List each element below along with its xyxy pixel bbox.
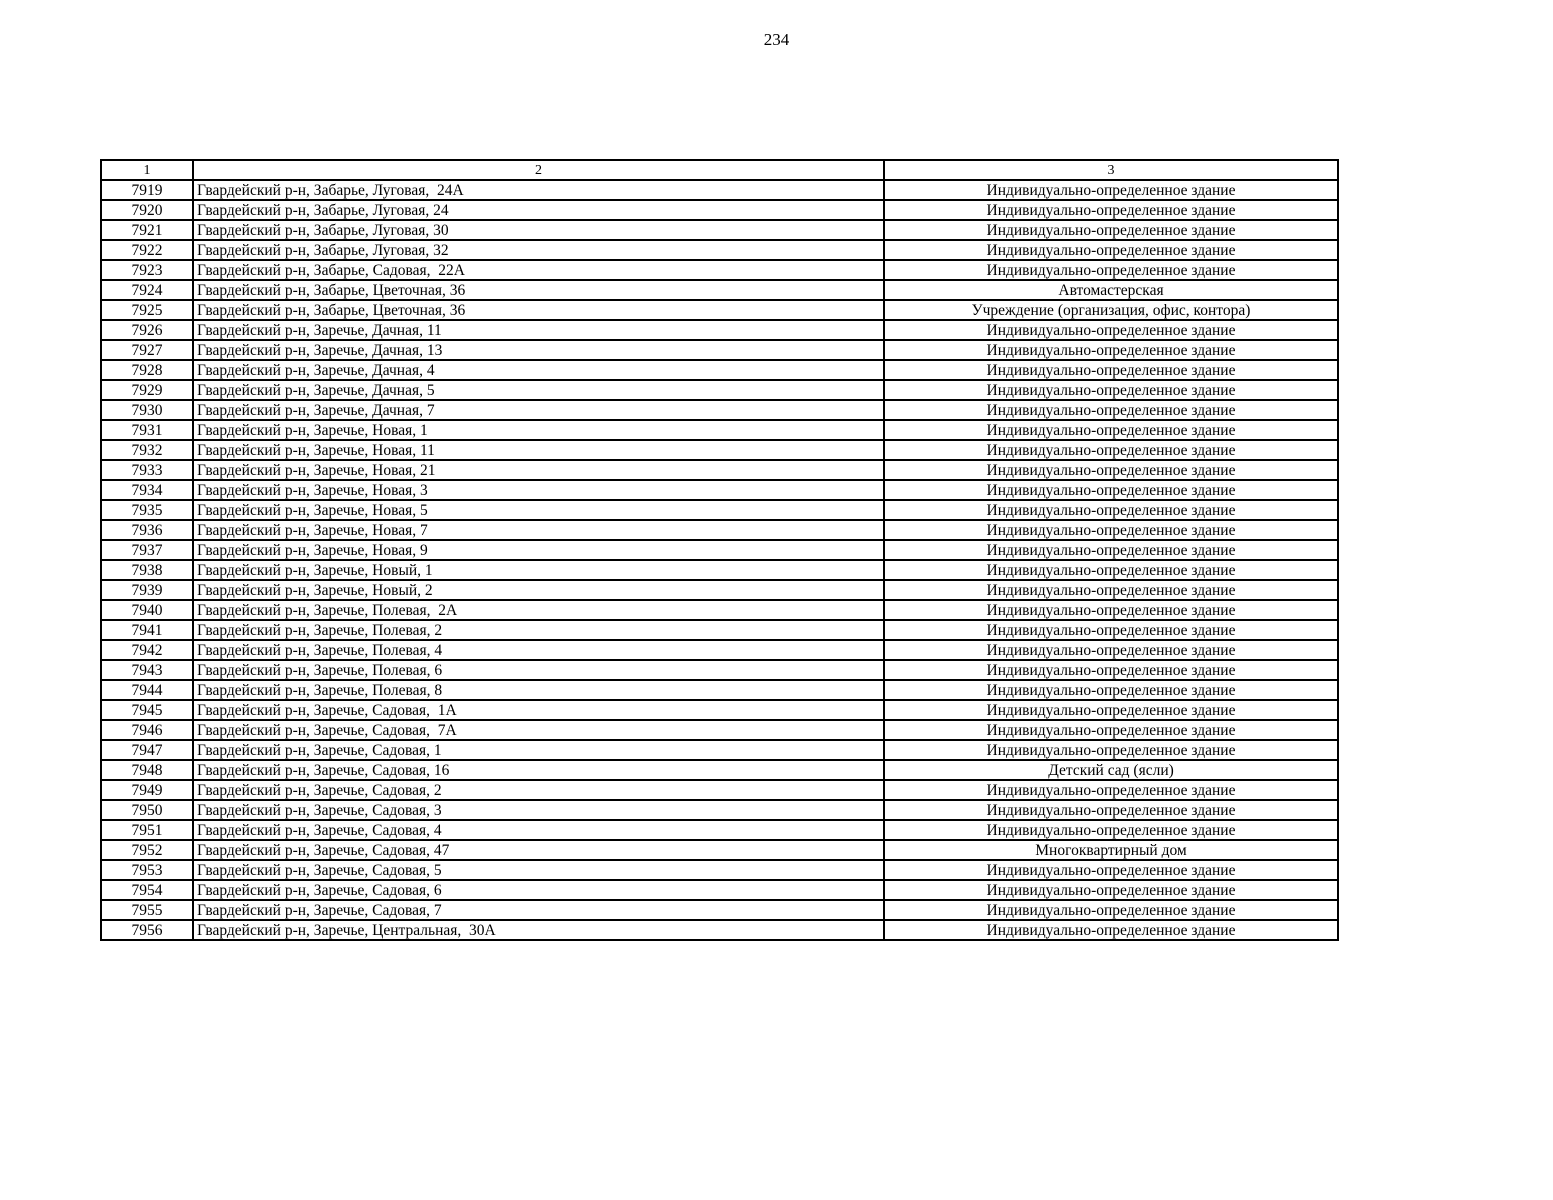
address-cell: Гвардейский р-н, Забарье, Луговая, 32: [193, 240, 884, 260]
address-cell: Гвардейский р-н, Забарье, Луговая, 30: [193, 220, 884, 240]
table-row: [101, 820, 1338, 840]
address-cell: Гвардейский р-н, Заречье, Новая, 21: [193, 460, 884, 480]
address-cell: Гвардейский р-н, Заречье, Новый, 2: [193, 580, 884, 600]
address-cell: Гвардейский р-н, Заречье, Дачная, 11: [193, 320, 884, 340]
table-row: [101, 220, 1338, 240]
table-row: [101, 920, 1338, 940]
address-cell: Гвардейский р-н, Забарье, Цветочная, 36: [193, 300, 884, 320]
object-type-cell: Индивидуально-определенное здание: [884, 620, 1338, 640]
object-type-cell: Индивидуально-определенное здание: [884, 920, 1338, 940]
table-row: [101, 420, 1338, 440]
table-row: [101, 860, 1338, 880]
table-row: [101, 300, 1338, 320]
address-cell: Гвардейский р-н, Заречье, Садовая, 7: [193, 900, 884, 920]
object-type-cell: Индивидуально-определенное здание: [884, 360, 1338, 380]
table-row: [101, 320, 1338, 340]
address-cell: Гвардейский р-н, Забарье, Цветочная, 36: [193, 280, 884, 300]
address-cell: Гвардейский р-н, Заречье, Садовая, 1А: [193, 700, 884, 720]
row-number-cell: 7938: [101, 560, 193, 580]
column-header-1: 1: [101, 160, 193, 180]
address-cell: Гвардейский р-н, Заречье, Полевая, 2А: [193, 600, 884, 620]
row-number-cell: 7952: [101, 840, 193, 860]
table-row: [101, 760, 1338, 780]
address-cell: Гвардейский р-н, Заречье, Полевая, 6: [193, 660, 884, 680]
table-row: [101, 900, 1338, 920]
row-number-cell: 7956: [101, 920, 193, 940]
property-table: [100, 159, 1339, 941]
object-type-cell: Индивидуально-определенное здание: [884, 520, 1338, 540]
address-cell: Гвардейский р-н, Заречье, Полевая, 2: [193, 620, 884, 640]
object-type-cell: Индивидуально-определенное здание: [884, 320, 1338, 340]
table-row: [101, 440, 1338, 460]
table-row: [101, 240, 1338, 260]
row-number-cell: 7923: [101, 260, 193, 280]
row-number-cell: 7934: [101, 480, 193, 500]
address-cell: Гвардейский р-н, Заречье, Новый, 1: [193, 560, 884, 580]
object-type-cell: Детский сад (ясли): [884, 760, 1338, 780]
row-number-cell: 7944: [101, 680, 193, 700]
object-type-cell: Индивидуально-определенное здание: [884, 800, 1338, 820]
row-number-cell: 7921: [101, 220, 193, 240]
address-cell: Гвардейский р-н, Заречье, Дачная, 13: [193, 340, 884, 360]
object-type-cell: Индивидуально-определенное здание: [884, 580, 1338, 600]
object-type-cell: Индивидуально-определенное здание: [884, 600, 1338, 620]
row-number-cell: 7937: [101, 540, 193, 560]
row-number-cell: 7925: [101, 300, 193, 320]
object-type-cell: Индивидуально-определенное здание: [884, 340, 1338, 360]
object-type-cell: Индивидуально-определенное здание: [884, 200, 1338, 220]
table-row: [101, 840, 1338, 860]
object-type-cell: Индивидуально-определенное здание: [884, 540, 1338, 560]
object-type-cell: Индивидуально-определенное здание: [884, 220, 1338, 240]
address-cell: Гвардейский р-н, Заречье, Новая, 3: [193, 480, 884, 500]
object-type-cell: Автомастерская: [884, 280, 1338, 300]
row-number-cell: 7919: [101, 180, 193, 200]
table-row: [101, 880, 1338, 900]
row-number-cell: 7946: [101, 720, 193, 740]
table-row: [101, 580, 1338, 600]
table-row: [101, 520, 1338, 540]
table-row: [101, 660, 1338, 680]
row-number-cell: 7936: [101, 520, 193, 540]
object-type-cell: Индивидуально-определенное здание: [884, 780, 1338, 800]
object-type-cell: Индивидуально-определенное здание: [884, 260, 1338, 280]
page-number: 234: [763, 30, 790, 49]
table-body: [101, 160, 1338, 940]
table-row: [101, 200, 1338, 220]
address-cell: Гвардейский р-н, Заречье, Садовая, 47: [193, 840, 884, 860]
table-header-row: [101, 160, 1338, 180]
address-cell: Гвардейский р-н, Заречье, Полевая, 4: [193, 640, 884, 660]
object-type-cell: Индивидуально-определенное здание: [884, 180, 1338, 200]
object-type-cell: Индивидуально-определенное здание: [884, 740, 1338, 760]
address-cell: Гвардейский р-н, Заречье, Новая, 5: [193, 500, 884, 520]
row-number-cell: 7947: [101, 740, 193, 760]
object-type-cell: Индивидуально-определенное здание: [884, 480, 1338, 500]
row-number-cell: 7929: [101, 380, 193, 400]
address-cell: Гвардейский р-н, Заречье, Дачная, 4: [193, 360, 884, 380]
row-number-cell: 7953: [101, 860, 193, 880]
row-number-cell: 7932: [101, 440, 193, 460]
object-type-cell: Индивидуально-определенное здание: [884, 560, 1338, 580]
table-row: [101, 340, 1338, 360]
row-number-cell: 7954: [101, 880, 193, 900]
row-number-cell: 7935: [101, 500, 193, 520]
row-number-cell: 7920: [101, 200, 193, 220]
row-number-cell: 7930: [101, 400, 193, 420]
row-number-cell: 7942: [101, 640, 193, 660]
address-cell: Гвардейский р-н, Заречье, Новая, 11: [193, 440, 884, 460]
row-number-cell: 7943: [101, 660, 193, 680]
table-row: [101, 460, 1338, 480]
row-number-cell: 7950: [101, 800, 193, 820]
object-type-cell: Индивидуально-определенное здание: [884, 460, 1338, 480]
row-number-cell: 7933: [101, 460, 193, 480]
address-cell: Гвардейский р-н, Заречье, Садовая, 1: [193, 740, 884, 760]
object-type-cell: Индивидуально-определенное здание: [884, 420, 1338, 440]
row-number-cell: 7928: [101, 360, 193, 380]
address-cell: Гвардейский р-н, Заречье, Садовая, 4: [193, 820, 884, 840]
address-cell: Гвардейский р-н, Заречье, Садовая, 2: [193, 780, 884, 800]
row-number-cell: 7924: [101, 280, 193, 300]
row-number-cell: 7945: [101, 700, 193, 720]
table-row: [101, 180, 1338, 200]
table-row: [101, 380, 1338, 400]
table-row: [101, 680, 1338, 700]
row-number-cell: 7927: [101, 340, 193, 360]
row-number-cell: 7939: [101, 580, 193, 600]
row-number-cell: 7931: [101, 420, 193, 440]
table-row: [101, 800, 1338, 820]
object-type-cell: Индивидуально-определенное здание: [884, 400, 1338, 420]
address-cell: Гвардейский р-н, Забарье, Луговая, 24: [193, 200, 884, 220]
object-type-cell: Индивидуально-определенное здание: [884, 900, 1338, 920]
object-type-cell: Индивидуально-определенное здание: [884, 380, 1338, 400]
object-type-cell: Индивидуально-определенное здание: [884, 720, 1338, 740]
row-number-cell: 7940: [101, 600, 193, 620]
address-cell: Гвардейский р-н, Заречье, Новая, 1: [193, 420, 884, 440]
object-type-cell: Индивидуально-определенное здание: [884, 860, 1338, 880]
address-cell: Гвардейский р-н, Заречье, Дачная, 7: [193, 400, 884, 420]
object-type-cell: Индивидуально-определенное здание: [884, 500, 1338, 520]
address-cell: Гвардейский р-н, Заречье, Новая, 7: [193, 520, 884, 540]
table-row: [101, 560, 1338, 580]
object-type-cell: Многоквартирный дом: [884, 840, 1338, 860]
object-type-cell: Учреждение (организация, офис, контора): [884, 300, 1338, 320]
row-number-cell: 7922: [101, 240, 193, 260]
address-cell: Гвардейский р-н, Заречье, Садовая, 5: [193, 860, 884, 880]
table-row: [101, 480, 1338, 500]
object-type-cell: Индивидуально-определенное здание: [884, 880, 1338, 900]
address-cell: Гвардейский р-н, Забарье, Садовая, 22А: [193, 260, 884, 280]
table-row: [101, 280, 1338, 300]
object-type-cell: Индивидуально-определенное здание: [884, 240, 1338, 260]
object-type-cell: Индивидуально-определенное здание: [884, 700, 1338, 720]
table-row: [101, 600, 1338, 620]
table-row: [101, 720, 1338, 740]
address-cell: Гвардейский р-н, Заречье, Новая, 9: [193, 540, 884, 560]
object-type-cell: Индивидуально-определенное здание: [884, 440, 1338, 460]
object-type-cell: Индивидуально-определенное здание: [884, 820, 1338, 840]
address-cell: Гвардейский р-н, Заречье, Садовая, 3: [193, 800, 884, 820]
object-type-cell: Индивидуально-определенное здание: [884, 640, 1338, 660]
address-cell: Гвардейский р-н, Заречье, Садовая, 7А: [193, 720, 884, 740]
row-number-cell: 7955: [101, 900, 193, 920]
table-row: [101, 740, 1338, 760]
table-row: [101, 620, 1338, 640]
address-cell: Гвардейский р-н, Заречье, Садовая, 16: [193, 760, 884, 780]
column-header-2: 2: [193, 160, 884, 180]
table-row: [101, 260, 1338, 280]
address-cell: Гвардейский р-н, Заречье, Дачная, 5: [193, 380, 884, 400]
address-cell: Гвардейский р-н, Заречье, Садовая, 6: [193, 880, 884, 900]
row-number-cell: 7948: [101, 760, 193, 780]
table-row: [101, 400, 1338, 420]
table-row: [101, 640, 1338, 660]
object-type-cell: Индивидуально-определенное здание: [884, 680, 1338, 700]
table-row: [101, 360, 1338, 380]
row-number-cell: 7926: [101, 320, 193, 340]
table-row: [101, 700, 1338, 720]
object-type-cell: Индивидуально-определенное здание: [884, 660, 1338, 680]
table-row: [101, 540, 1338, 560]
row-number-cell: 7951: [101, 820, 193, 840]
address-cell: Гвардейский р-н, Заречье, Полевая, 8: [193, 680, 884, 700]
row-number-cell: 7941: [101, 620, 193, 640]
address-cell: Гвардейский р-н, Заречье, Центральная, 30А: [193, 920, 884, 940]
row-number-cell: 7949: [101, 780, 193, 800]
table-row: [101, 500, 1338, 520]
address-cell: Гвардейский р-н, Забарье, Луговая, 24А: [193, 180, 884, 200]
table-row: [101, 780, 1338, 800]
column-header-3: 3: [884, 160, 1338, 180]
